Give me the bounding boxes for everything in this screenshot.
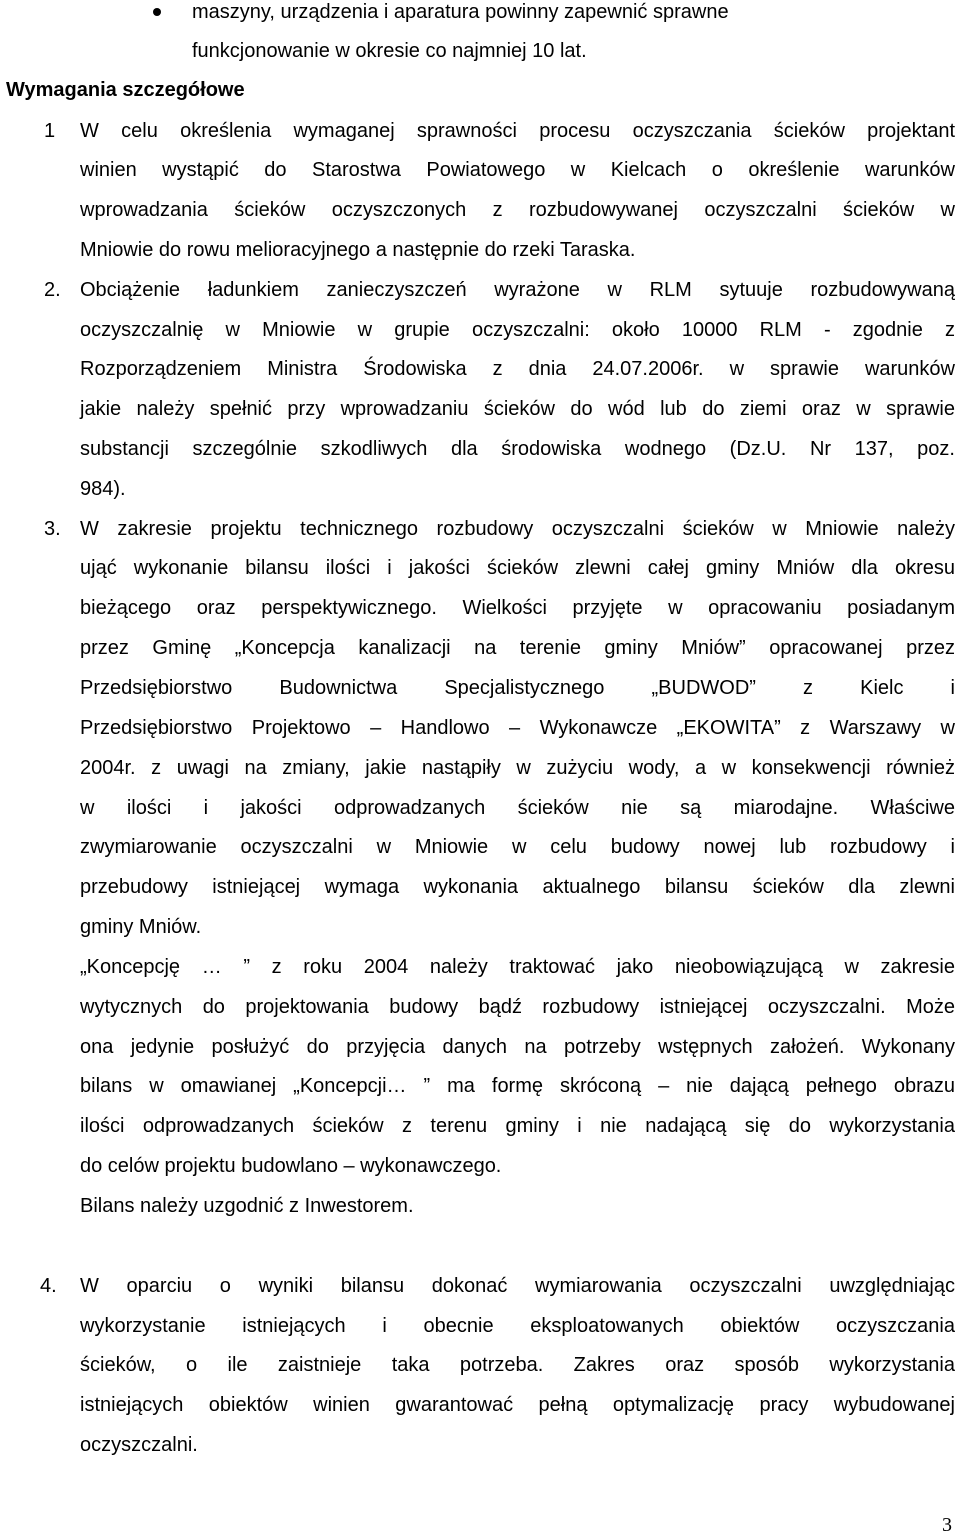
text-line: ścieków, o ile zaistnieje taka potrzeba. Zakres oraz sposób wykorzystania [80,1354,955,1376]
section-title: Wymagania szczegółowe [6,79,245,101]
text-line: winien wystąpić do Starostwa Powiatowego w Kielcach o określenie warunków [80,159,955,181]
text-line: Przedsiębiorstwo Projektowo – Handlowo – Wykonawcze „EKOWITA” z Warszawy w [80,717,955,739]
text-line: jakie należy spełnić przy wprowadzaniu ścieków do wód lub do ziemi oraz w sprawie [80,398,955,420]
text-line: Przedsiębiorstwo Budownictwa Specjalistycznego „BUDWOD” z Kielc i [80,677,955,699]
text-line: wytycznych do projektowania budowy bądź rozbudowy istniejącej oczyszczalni. Może [80,996,955,1018]
text-line: ująć wykonanie bilansu ilości i jakości ścieków zlewni całej gminy Mniów dla okresu [80,557,955,579]
text-line: ilości odprowadzanych ścieków z terenu gminy i nie nadającą się do wykorzystania [80,1115,955,1137]
text-line: W celu określenia wymaganej sprawności procesu oczyszczania ścieków projektant [80,120,955,142]
text-line: ona jedynie posłużyć do przyjęcia danych na potrzeby wstępnych założeń. Wykonany [80,1036,955,1058]
text-line: bieżącego oraz perspektywicznego. Wielkości przyjęte w opracowaniu posiadanym [80,597,955,619]
text-line: istniejących obiektów winien gwarantować pełną optymalizację pracy wybudowanej [80,1394,955,1416]
text-line: funkcjonowanie w okresie co najmniej 10 lat. [192,40,587,62]
text-line: 984). [80,478,126,500]
text-line: W oparciu o wyniki bilansu dokonać wymiarowania oczyszczalni uwzględniając [80,1275,955,1297]
text-line: gminy Mniów. [80,916,202,938]
item-number: 4. [40,1275,57,1297]
text-line: Obciążenie ładunkiem zanieczyszczeń wyrażone w RLM sytuuje rozbudowywaną [80,279,955,301]
text-line: wykorzystanie istniejących i obecnie eksploatowanych obiektów oczyszczania [80,1315,955,1337]
text-line: przebudowy istniejącej wymaga wykonania aktualnego bilansu ścieków dla zlewni [80,876,955,898]
text-line: zwymiarowanie oczyszczalni w Mniowie w celu budowy nowej lub rozbudowy i [80,836,955,858]
text-line: „Koncepcję … ” z roku 2004 należy traktować jako nieobowiązującą w zakresie [80,956,955,978]
text-line: substancji szczególnie szkodliwych dla środowiska wodnego (Dz.U. Nr 137, poz. [80,438,955,460]
text-line: oczyszczalnię w Mniowie w grupie oczyszczalni: około 10000 RLM - zgodnie z [80,319,955,341]
text-line: Rozporządzeniem Ministra Środowiska z dnia 24.07.2006r. w sprawie warunków [80,358,955,380]
text-line: Mniowie do rowu melioracyjnego a następnie do rzeki Taraska. [80,239,636,261]
text-line: oczyszczalni. [80,1434,198,1456]
item-number: 2. [44,279,61,301]
text-line: do celów projektu budowlano – wykonawczego. [80,1155,502,1177]
text-line: bilans w omawianej „Koncepcji… ” ma formę skróconą – nie dającą pełnego obrazu [80,1075,955,1097]
item-number: 3. [44,518,61,540]
text-line: przez Gminę „Koncepcja kanalizacji na terenie gminy Mniów” opracowanej przez [80,637,955,659]
text-line: 2004r. z uwagi na zmiany, jakie nastąpiły w zużyciu wody, a w konsekwencji również [80,757,955,779]
text-line: wprowadzania ścieków oczyszczonych z rozbudowywanej oczyszczalni ścieków w [80,199,955,221]
item-number: 1 [44,120,56,142]
text-line: W zakresie projektu technicznego rozbudowy oczyszczalni ścieków w Mniowie należy [80,518,955,540]
page-number: 3 [942,1514,952,1536]
bullet-icon [153,8,161,16]
text-line: maszyny, urządzenia i aparatura powinny zapewnić sprawne [192,1,729,23]
text-line: Bilans należy uzgodnić z Inwestorem. [80,1195,414,1217]
text-line: w ilości i jakości odprowadzanych ścieków nie są miarodajne. Właściwe [80,797,955,819]
